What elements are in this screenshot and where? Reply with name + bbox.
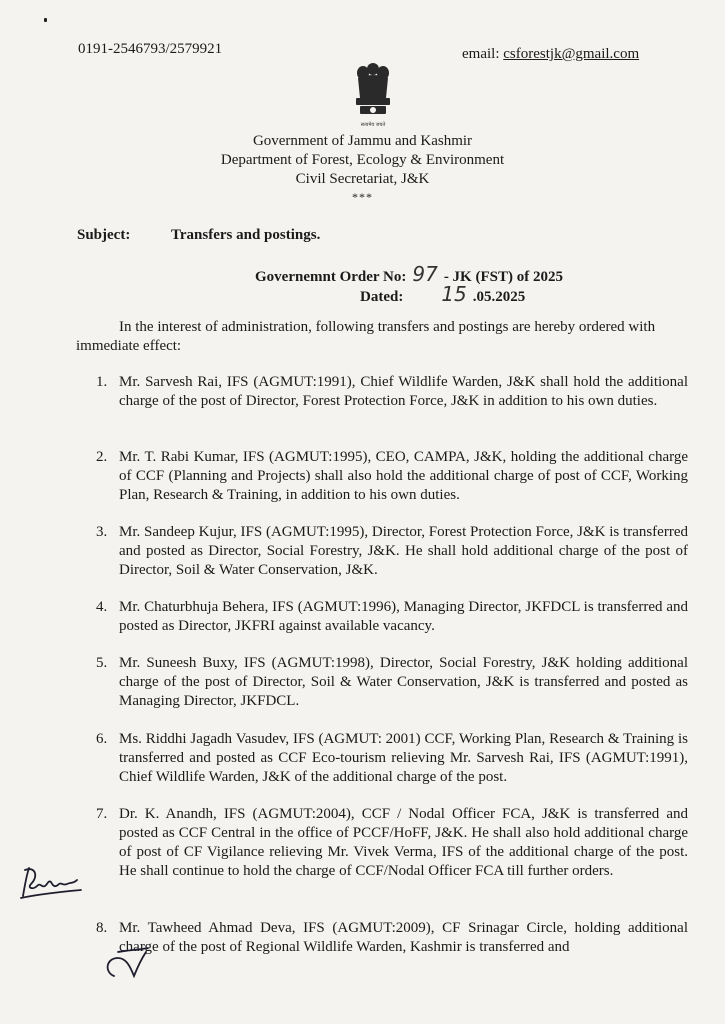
email-address[interactable]: csforestjk@gmail.com	[503, 46, 640, 62]
list-item	[96, 730, 688, 787]
header-government: Government of Jammu and Kashmir	[252, 133, 473, 149]
item-number: 7.	[96, 806, 108, 822]
emblem-motto: सत्यमेव जयते	[360, 122, 386, 128]
list-item	[96, 523, 688, 580]
item-text: Mr. Sandeep Kujur, IFS (AGMUT:1995), Director, Forest Protection Force, J&K is transferred and posted as Director, Social Forestry, J&K. He shall hold additional charge of the post of Director, Soil & Water Conservation, J&K.	[119, 524, 688, 578]
item-text: Dr. K. Anandh, IFS (AGMUT:2004), CCF / Nodal Officer FCA, J&K is transferred and posted as CCF Central in the office of PCCF/HoFF, J&K. He shall also hold additional charge of post of CF Vigilance relieving Mr. Vivek Verma, IFS of the additional charge of the post. He shall continue to hold the charge of CCF/Nodal Officer FCA till further orders.	[119, 806, 688, 879]
email-line	[462, 46, 639, 63]
national-emblem-icon	[350, 60, 396, 130]
header-asterisks: ***	[352, 190, 373, 204]
item-number: 4.	[96, 599, 108, 615]
item-text: Mr. Suneesh Buxy, IFS (AGMUT:1998), Director, Social Forestry, J&K holding additional charge of the post of Director, Soil & Water Conservation, J&K is transferred and posted as Managing Director, JKFDCL.	[119, 655, 688, 709]
order-date-line	[360, 282, 525, 306]
item-number: 5.	[96, 655, 108, 671]
list-item	[96, 805, 688, 881]
list-item	[96, 919, 688, 957]
item-number: 1.	[96, 374, 108, 390]
initials-mark-icon	[100, 946, 160, 986]
order-label: Governemnt Order No:	[255, 269, 407, 285]
order-suffix: - JK (FST) of 2025	[443, 269, 563, 285]
item-number: 8.	[96, 920, 108, 936]
email-label: email:	[462, 46, 504, 62]
item-number: 2.	[96, 449, 108, 465]
item-number: 6.	[96, 731, 108, 747]
list-item	[96, 448, 688, 505]
item-number: 3.	[96, 524, 108, 540]
list-item	[96, 654, 688, 711]
intro-paragraph: In the interest of administration, following transfers and postings are hereby ordered with immediate effect:	[76, 319, 656, 354]
item-text: Mr. T. Rabi Kumar, IFS (AGMUT:1995), CEO, CAMPA, J&K, holding the additional charge of CCF (Planning and Projects) shall also hold the additional charge of post of CCF, Working Plan, Research & Training, in addition to his own duties.	[119, 449, 688, 503]
dated-label: Dated:	[360, 289, 404, 305]
item-text: Mr. Sarvesh Rai, IFS (AGMUT:1991), Chief Wildlife Warden, J&K shall hold the additional charge of the post of Director, Forest Protection Force, J&K in addition to his own duties.	[119, 374, 688, 409]
date-day-handwritten: 15	[441, 282, 467, 306]
phone-number: 0191-2546793/2579921	[78, 41, 223, 57]
item-text: Mr. Chaturbhuja Behera, IFS (AGMUT:1996), Managing Director, JKFDCL is transferred and posted as Director, JKFRI against available vacancy.	[119, 599, 688, 634]
date-suffix: .05.2025	[472, 289, 526, 305]
subject-text: Transfers and postings.	[171, 227, 321, 243]
header-secretariat: Civil Secretariat, J&K	[295, 171, 430, 187]
subject-label: Subject:	[77, 227, 131, 243]
speck-mark	[44, 18, 47, 22]
item-text: Ms. Riddhi Jagadh Vasudev, IFS (AGMUT: 2001) CCF, Working Plan, Research & Training is transferred and posted as CCF Eco-tourism relieving Mr. Sarvesh Rai, IFS (AGMUT:1991), Chief Wildlife Warden, J&K of the additional charge of the post.	[119, 731, 688, 785]
order-number-handwritten: 97	[412, 262, 438, 286]
list-item	[96, 598, 688, 636]
list-item	[96, 373, 688, 411]
item-text: Mr. Tawheed Ahmad Deva, IFS (AGMUT:2009), CF Srinagar Circle, holding additional charge of the post of Regional Wildlife Warden, Kashmir is transferred and	[119, 920, 688, 955]
header-department: Department of Forest, Ecology & Environment	[220, 152, 505, 168]
margin-signature-icon	[15, 862, 87, 904]
